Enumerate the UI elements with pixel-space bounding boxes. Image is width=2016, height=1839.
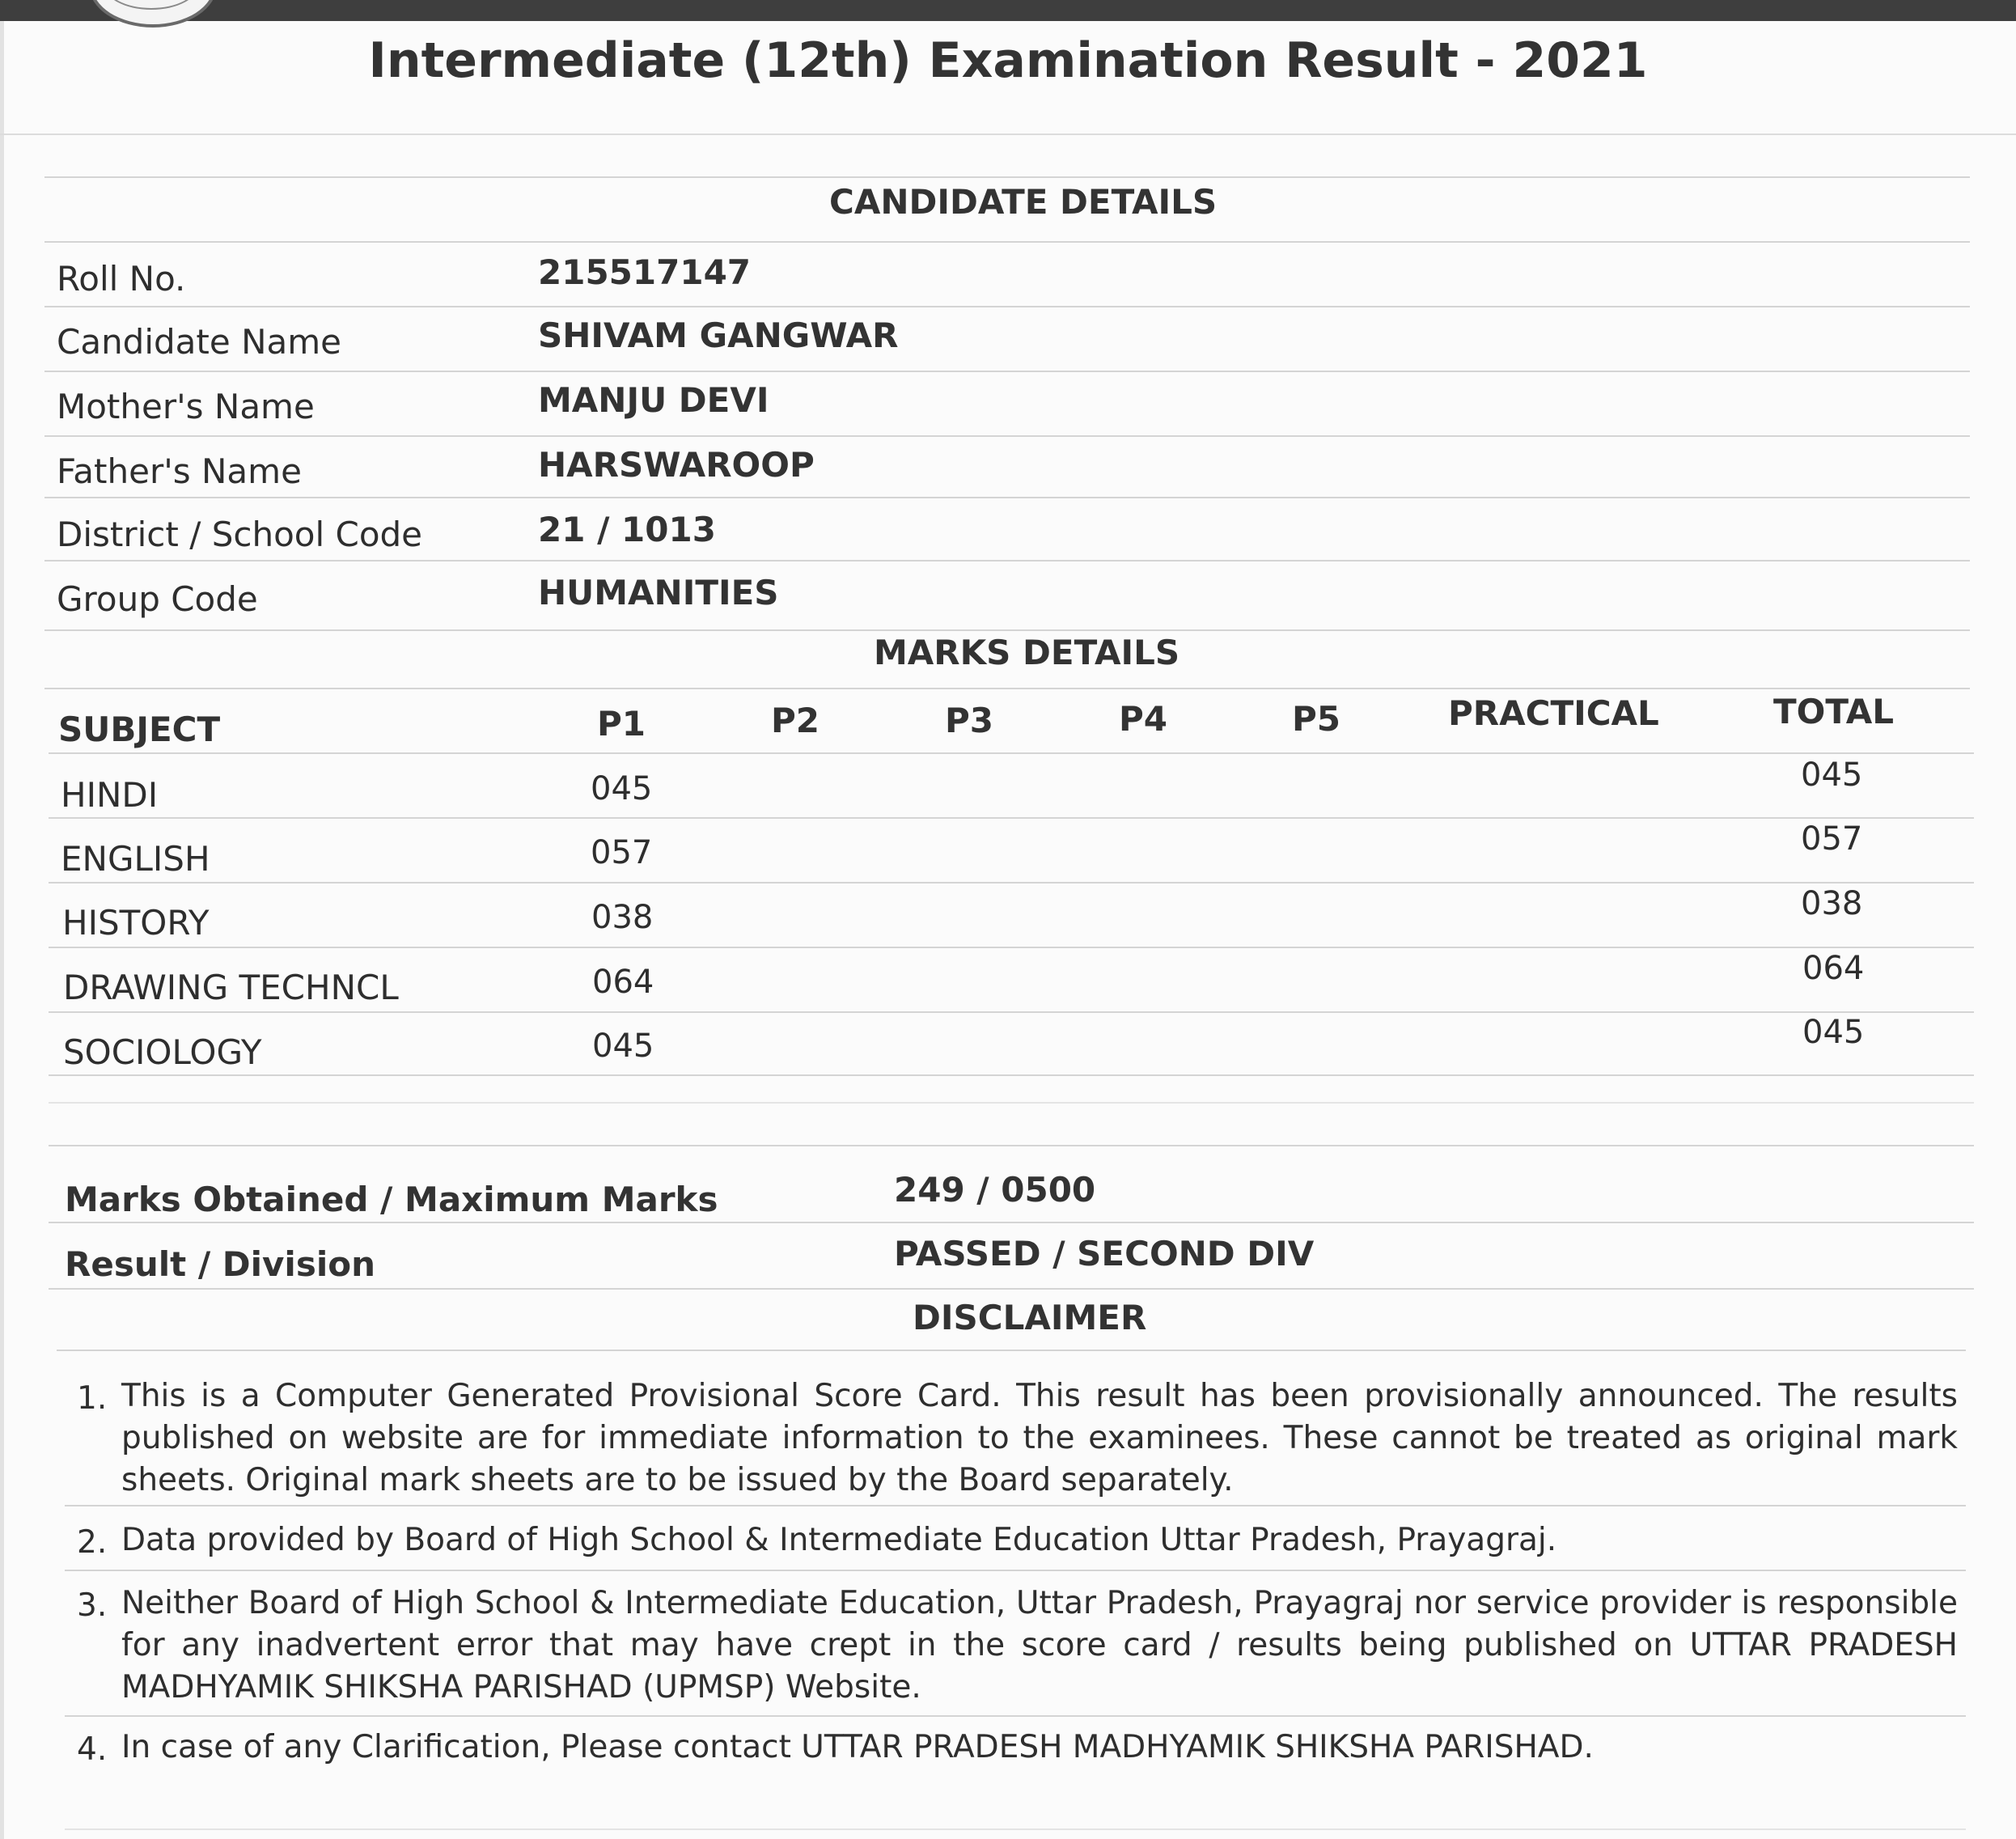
candidate-name-label: Candidate Name (57, 322, 341, 362)
marks-obtained-value: 249 / 0500 (894, 1170, 1096, 1210)
marks-details-heading: MARKS DETAILS (874, 633, 1180, 672)
disclaimer-item-text: This is a Computer Generated Provisional Score Card. This result has been provisionally announced. The results published on website are for immediate information to the examinees. These cannot be treated as original mark sheets. Original mark sheets are to be issued by the Board separately. (121, 1378, 1958, 1498)
disclaimer-item-text: Neither Board of High School & Intermediate Education, Uttar Pradesh, Prayagraj nor service provider is responsible for any inadvertent error that may have crept in the score card / results being published on UTTAR PRADESH MADHYAMIK SHIKSHA PARISHAD (UPMSP) Website. (121, 1585, 1958, 1706)
divider (49, 1222, 1974, 1223)
divider (44, 629, 1970, 631)
table-row-subject: ENGLISH (61, 839, 210, 879)
divider (44, 306, 1970, 307)
page-title: Intermediate (12th) Examination Result - 2021 (368, 32, 1648, 89)
table-row-total: 038 (1801, 885, 1863, 922)
fathers-name-value: HARSWAROOP (538, 445, 815, 485)
disclaimer-item-text: Data provided by Board of High School & Intermediate Education Uttar Pradesh, Prayagraj. (121, 1522, 1557, 1558)
divider (49, 817, 1974, 819)
table-row-subject: HINDI (61, 775, 159, 815)
disclaimer-heading: DISCLAIMER (913, 1298, 1147, 1337)
mothers-name-value: MANJU DEVI (538, 380, 769, 420)
top-header-bar (0, 0, 2016, 21)
candidate-details-heading: CANDIDATE DETAILS (829, 182, 1218, 222)
divider (49, 1145, 1974, 1146)
table-row-total: 045 (1801, 756, 1863, 794)
table-row-p1: 045 (592, 1028, 654, 1065)
divider (44, 497, 1970, 498)
roll-no-label: Roll No. (57, 259, 186, 299)
col-p1-header: P1 (597, 704, 646, 744)
divider (49, 882, 1974, 883)
col-total-header: TOTAL (1773, 692, 1895, 731)
scan-edge (0, 21, 4, 1839)
mothers-name-label: Mother's Name (57, 387, 315, 426)
candidate-name-value: SHIVAM GANGWAR (538, 316, 899, 355)
board-seal-logo (89, 0, 217, 28)
table-row-p1: 057 (591, 834, 653, 871)
divider (44, 435, 1970, 437)
divider (49, 1011, 1974, 1013)
marks-obtained-label: Marks Obtained / Maximum Marks (65, 1180, 718, 1219)
divider (44, 241, 1970, 243)
disclaimer-item-number: 4. (77, 1731, 108, 1768)
table-row-p1: 038 (591, 899, 654, 936)
divider (65, 1505, 1966, 1506)
col-practical-header: PRACTICAL (1448, 693, 1659, 733)
table-row-total: 045 (1802, 1014, 1865, 1051)
roll-no-value: 215517147 (538, 252, 752, 292)
disclaimer-item-number: 1. (77, 1380, 108, 1417)
divider (57, 1350, 1966, 1351)
result-division-label: Result / Division (65, 1244, 375, 1284)
divider (44, 371, 1970, 372)
result-division-value: PASSED / SECOND DIV (894, 1234, 1315, 1273)
divider (44, 560, 1970, 561)
table-row-p1: 064 (592, 964, 654, 1001)
col-p2-header: P2 (771, 701, 820, 740)
table-row-subject: HISTORY (62, 903, 210, 943)
table-row-subject: SOCIOLOGY (63, 1032, 262, 1072)
divider (65, 1715, 1966, 1717)
divider (44, 688, 1970, 689)
divider (49, 1074, 1974, 1076)
group-code-label: Group Code (57, 579, 258, 619)
disclaimer-item-number: 2. (77, 1524, 108, 1561)
divider (49, 1288, 1974, 1290)
divider (65, 1570, 1966, 1571)
district-school-code-value: 21 / 1013 (538, 510, 716, 549)
divider (0, 133, 2016, 135)
disclaimer-item-text: In case of any Clarification, Please contact UTTAR PRADESH MADHYAMIK SHIKSHA PARISHAD. (121, 1729, 1594, 1765)
divider (65, 1828, 1966, 1830)
district-school-code-label: District / School Code (57, 515, 423, 554)
divider (44, 176, 1970, 178)
divider (49, 752, 1974, 754)
fathers-name-label: Father's Name (57, 451, 302, 491)
group-code-value: HUMANITIES (538, 573, 779, 612)
divider (49, 947, 1974, 948)
table-row-total: 057 (1801, 820, 1863, 858)
table-row-p1: 045 (591, 770, 653, 807)
table-row-total: 064 (1802, 950, 1865, 987)
divider (49, 1102, 1974, 1104)
col-p5-header: P5 (1292, 699, 1341, 739)
table-row-subject: DRAWING TECHNCL (63, 968, 399, 1007)
disclaimer-item-number: 3. (77, 1587, 108, 1624)
col-subject-header: SUBJECT (58, 710, 221, 749)
col-p4-header: P4 (1119, 699, 1168, 739)
col-p3-header: P3 (945, 701, 994, 740)
